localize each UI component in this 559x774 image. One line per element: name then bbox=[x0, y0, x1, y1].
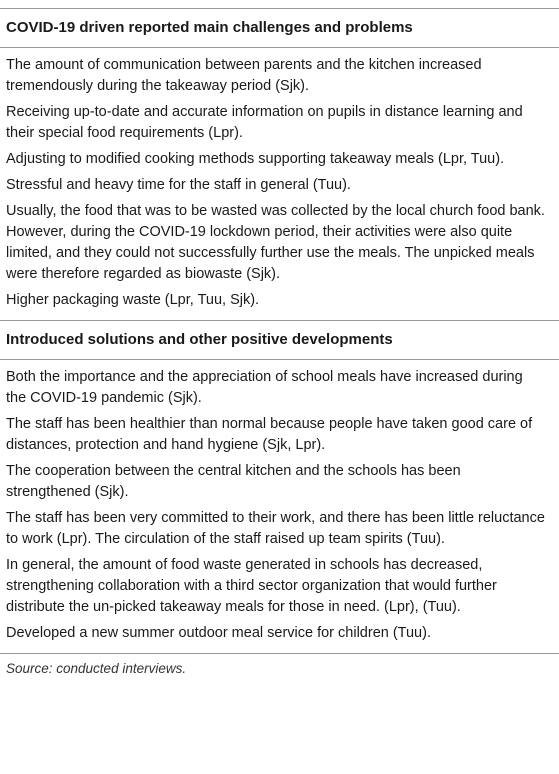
solution-item: The cooperation between the central kitchen and the schools has been strengthened (Sjk). bbox=[6, 463, 461, 500]
challenge-item: The amount of communication between parents and the kitchen increased tremendously during the takeaway period (Sjk). bbox=[6, 57, 482, 94]
solution-item: Both the importance and the appreciation of school meals have increased during the COVID-19 pandemic (Sjk). bbox=[6, 369, 523, 406]
source-note: Source: conducted interviews. bbox=[6, 661, 187, 676]
challenge-item: Higher packaging waste (Lpr, Tuu, Sjk). bbox=[6, 292, 260, 308]
challenge-item: Adjusting to modified cooking methods supporting takeaway meals (Lpr, Tuu). bbox=[6, 151, 505, 167]
solution-item: Developed a new summer outdoor meal service for children (Tuu). bbox=[6, 625, 431, 641]
results-table bbox=[0, 8, 559, 678]
challenge-item: Usually, the food that was to be wasted was collected by the local church food bank. However, during the COVID-19 lockdown period, their activities were also quite limited, and they could not successfully further use the meals. The unpicked meals were therefore regarded as biowaste (Sjk). bbox=[6, 203, 545, 282]
challenge-item: Receiving up-to-date and accurate information on pupils in distance learning and their special food requirements (Lpr). bbox=[6, 104, 523, 141]
solution-item: In general, the amount of food waste generated in schools has decreased, strengthening collaboration with a third sector organization that would further distribute the un-picked takeaway meals for those in need. (Lpr), (Tuu). bbox=[6, 557, 497, 615]
challenge-item: Stressful and heavy time for the staff in general (Tuu). bbox=[6, 177, 351, 193]
section-solutions bbox=[0, 321, 559, 653]
solution-item: The staff has been very committed to their work, and there has been little reluctance to work (Lpr). The circulation of the staff raised up team spirits (Tuu). bbox=[6, 510, 545, 547]
section-heading-solutions: Introduced solutions and other positive developments bbox=[6, 331, 393, 348]
section-challenges bbox=[0, 9, 559, 320]
solutions-list bbox=[0, 360, 559, 653]
challenges-list bbox=[0, 48, 559, 320]
section-heading-challenges: COVID-19 driven reported main challenges and problems bbox=[6, 19, 413, 36]
solution-item: The staff has been healthier than normal because people have taken good care of distances, protection and hand hygiene (Sjk, Lpr). bbox=[6, 416, 533, 453]
